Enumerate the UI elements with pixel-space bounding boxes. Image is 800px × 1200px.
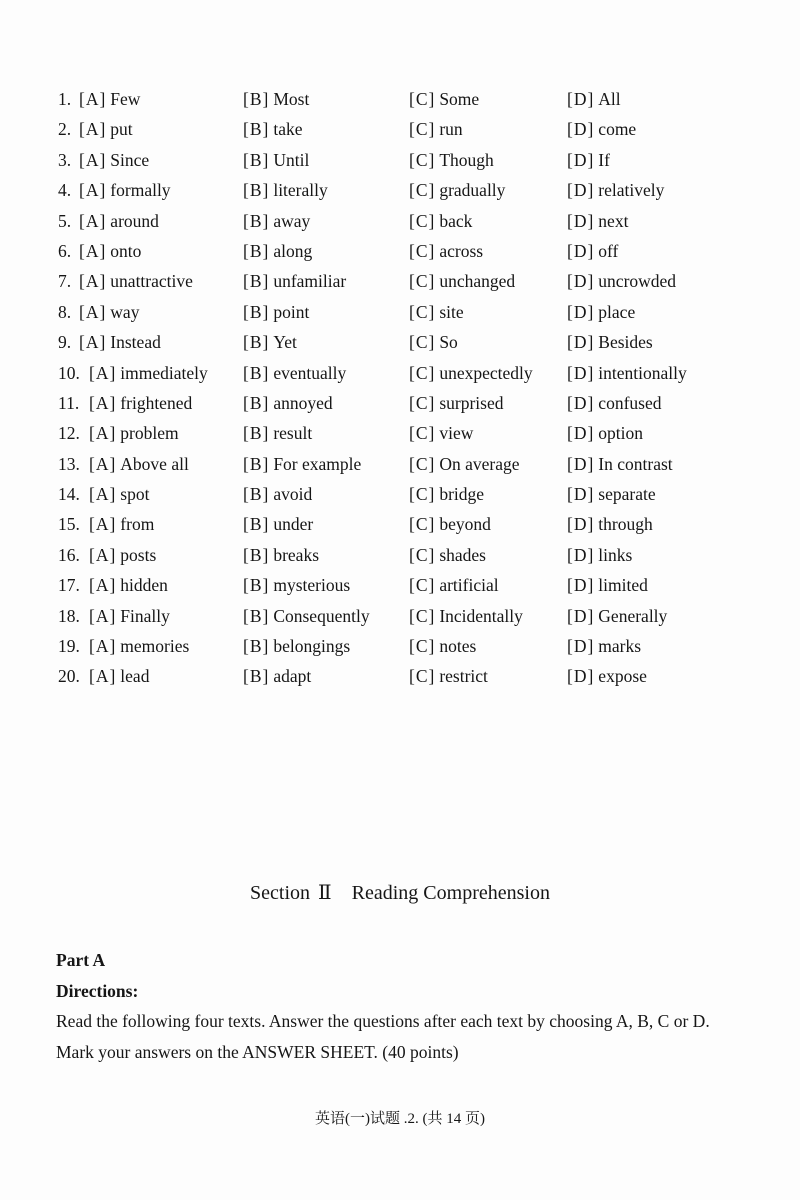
option-word: limited: [598, 575, 648, 596]
option-word: under: [273, 514, 314, 535]
option-word: run: [439, 119, 463, 140]
option-letter: [C]: [409, 484, 436, 505]
directions-label: Directions:: [56, 981, 139, 1001]
section-name: Reading Comprehension: [351, 882, 550, 904]
option-word: point: [273, 301, 310, 322]
section-title: [0, 880, 800, 905]
page-footer: 英语(一)试题 .2. (共 14 页): [315, 1111, 485, 1127]
option-letter: [B]: [243, 666, 270, 687]
question-number: 8.: [58, 301, 72, 322]
option-c: [409, 206, 472, 236]
option-word: formally: [110, 180, 171, 201]
option-letter: [D]: [567, 301, 595, 322]
question-number: 19.: [58, 636, 80, 657]
option-d: [567, 388, 661, 418]
option-word: artificial: [439, 575, 499, 596]
option-a: [89, 509, 154, 539]
option-letter: [C]: [409, 271, 436, 292]
option-letter: [C]: [409, 544, 436, 565]
option-a: [79, 145, 149, 175]
option-letter: [C]: [409, 636, 436, 657]
question-number: 18.: [58, 605, 80, 626]
option-word: relatively: [598, 180, 665, 201]
question-row: [0, 297, 800, 327]
question-row: [0, 479, 800, 509]
option-word: immediately: [120, 362, 208, 383]
option-b: [243, 114, 302, 144]
option-word: annoyed: [273, 392, 333, 413]
option-word: through: [598, 514, 653, 535]
question-number: 2.: [58, 119, 72, 140]
option-word: Besides: [598, 332, 653, 353]
option-letter: [A]: [79, 149, 107, 170]
option-word: breaks: [273, 544, 320, 565]
option-word: spot: [120, 484, 150, 505]
option-letter: [D]: [567, 605, 595, 626]
option-word: view: [439, 423, 474, 444]
option-letter: [D]: [567, 271, 595, 292]
option-word: In contrast: [598, 453, 673, 474]
option-letter: [C]: [409, 575, 436, 596]
option-d: [567, 661, 647, 691]
option-letter: [A]: [89, 453, 117, 474]
option-word: So: [439, 332, 458, 353]
option-word: unattractive: [110, 271, 193, 292]
question-number: 9.: [58, 332, 72, 353]
section-prefix: Section: [250, 882, 311, 904]
question-number: 7.: [58, 271, 72, 292]
option-a: [89, 601, 170, 631]
option-d: [567, 84, 621, 114]
option-letter: [B]: [243, 514, 270, 535]
option-word: posts: [120, 544, 157, 565]
option-a: [89, 449, 189, 479]
option-word: notes: [439, 636, 477, 657]
option-letter: [D]: [567, 149, 595, 170]
option-word: result: [273, 423, 313, 444]
option-letter: [C]: [409, 605, 436, 626]
option-letter: [C]: [409, 301, 436, 322]
question-number: 12.: [58, 423, 80, 444]
option-b: [243, 479, 312, 509]
option-d: [567, 509, 653, 539]
option-word: problem: [120, 423, 179, 444]
question-row: [0, 266, 800, 296]
option-letter: [A]: [79, 240, 107, 261]
question-row: [0, 84, 800, 114]
option-letter: [A]: [79, 301, 107, 322]
option-d: [567, 297, 635, 327]
option-word: Incidentally: [439, 605, 523, 626]
option-b: [243, 449, 361, 479]
option-c: [409, 479, 484, 509]
option-word: along: [273, 240, 313, 261]
options-list: [0, 84, 800, 692]
question-row: [0, 114, 800, 144]
option-word: Few: [110, 89, 141, 109]
option-b: [243, 570, 350, 600]
option-letter: [C]: [409, 332, 436, 353]
option-a: [89, 418, 179, 448]
option-letter: [B]: [243, 484, 270, 505]
option-letter: [A]: [89, 666, 117, 687]
option-c: [409, 236, 483, 266]
option-d: [567, 631, 641, 661]
question-number: 14.: [58, 484, 80, 505]
option-word: around: [110, 210, 159, 231]
question-row: [0, 327, 800, 357]
option-word: come: [598, 119, 637, 140]
option-a: [89, 570, 168, 600]
option-a: [79, 206, 159, 236]
option-word: back: [439, 210, 473, 231]
option-letter: [B]: [243, 180, 270, 201]
option-b: [243, 540, 319, 570]
option-word: adapt: [273, 666, 312, 687]
option-letter: [D]: [567, 89, 595, 109]
option-letter: [A]: [79, 180, 107, 201]
option-b: [243, 145, 309, 175]
option-letter: [C]: [409, 119, 436, 140]
option-letter: [B]: [243, 119, 270, 140]
option-a: [89, 631, 189, 661]
option-letter: [B]: [243, 575, 270, 596]
option-word: hidden: [120, 575, 168, 596]
option-c: [409, 327, 458, 357]
option-a: [89, 661, 149, 691]
option-letter: [D]: [567, 453, 595, 474]
question-row: [0, 388, 800, 418]
option-d: [567, 358, 687, 388]
option-b: [243, 327, 297, 357]
option-word: bridge: [439, 484, 485, 505]
option-word: shades: [439, 544, 486, 565]
option-letter: [D]: [567, 332, 595, 353]
option-letter: [C]: [409, 180, 436, 201]
option-letter: [B]: [243, 636, 270, 657]
option-letter: [A]: [89, 392, 117, 413]
option-word: from: [120, 514, 155, 535]
option-letter: [D]: [567, 362, 595, 383]
option-d: [567, 540, 632, 570]
option-letter: [B]: [243, 332, 270, 353]
option-word: All: [598, 89, 621, 109]
option-word: place: [598, 301, 636, 322]
option-letter: [C]: [409, 89, 436, 109]
option-letter: [D]: [567, 210, 595, 231]
option-letter: [C]: [409, 362, 436, 383]
option-letter: [B]: [243, 605, 270, 626]
option-word: uncrowded: [598, 271, 677, 292]
option-letter: [B]: [243, 149, 270, 170]
option-letter: [A]: [79, 332, 107, 353]
option-letter: [C]: [409, 514, 436, 535]
option-word: take: [273, 119, 303, 140]
option-b: [243, 661, 311, 691]
option-b: [243, 236, 312, 266]
option-letter: [A]: [79, 89, 107, 109]
option-a: [79, 175, 171, 205]
option-letter: [D]: [567, 240, 595, 261]
option-b: [243, 418, 312, 448]
question-number: 3.: [58, 149, 72, 170]
option-word: avoid: [273, 484, 313, 505]
option-word: unexpectedly: [439, 362, 533, 383]
question-row: [0, 358, 800, 388]
question-row: [0, 631, 800, 661]
option-word: unchanged: [439, 271, 516, 292]
option-letter: [D]: [567, 423, 595, 444]
option-word: memories: [120, 636, 190, 657]
option-word: way: [110, 301, 140, 322]
option-word: option: [598, 423, 644, 444]
option-b: [243, 297, 309, 327]
option-letter: [D]: [567, 392, 595, 413]
option-a: [89, 358, 208, 388]
question-number: 17.: [58, 575, 80, 596]
option-a: [79, 327, 161, 357]
option-a: [79, 297, 139, 327]
option-a: [89, 479, 149, 509]
option-d: [567, 418, 643, 448]
option-letter: [C]: [409, 423, 436, 444]
option-letter: [D]: [567, 180, 595, 201]
option-d: [567, 206, 628, 236]
option-word: eventually: [273, 362, 347, 383]
question-number: 15.: [58, 514, 80, 535]
option-b: [243, 601, 370, 631]
option-word: confused: [598, 392, 662, 413]
question-row: [0, 175, 800, 205]
option-letter: [D]: [567, 484, 595, 505]
question-row: [0, 449, 800, 479]
option-word: intentionally: [598, 362, 687, 383]
option-c: [409, 114, 463, 144]
option-word: For example: [273, 453, 362, 474]
option-b: [243, 175, 328, 205]
option-d: [567, 570, 648, 600]
question-row: [0, 661, 800, 691]
option-letter: [A]: [79, 119, 107, 140]
option-word: site: [439, 301, 464, 322]
option-letter: [A]: [89, 423, 117, 444]
question-row: [0, 601, 800, 631]
option-word: On average: [439, 453, 520, 474]
option-word: Instead: [110, 332, 161, 353]
option-letter: [A]: [89, 484, 117, 505]
option-word: If: [598, 149, 610, 170]
option-c: [409, 175, 505, 205]
option-a: [79, 84, 140, 114]
option-word: Finally: [120, 605, 170, 626]
option-letter: [A]: [89, 575, 117, 596]
option-word: literally: [273, 180, 328, 201]
option-word: Though: [439, 149, 494, 170]
option-d: [567, 145, 610, 175]
option-word: frightened: [120, 392, 193, 413]
option-b: [243, 266, 346, 296]
option-letter: [A]: [89, 636, 117, 657]
option-b: [243, 631, 350, 661]
option-a: [79, 114, 133, 144]
option-letter: [A]: [89, 362, 117, 383]
question-number: 5.: [58, 210, 72, 231]
option-d: [567, 479, 656, 509]
option-letter: [A]: [79, 210, 107, 231]
question-row: [0, 570, 800, 600]
option-c: [409, 388, 503, 418]
question-number: 4.: [58, 180, 72, 201]
option-word: Above all: [120, 453, 189, 474]
option-c: [409, 266, 515, 296]
option-letter: [A]: [79, 271, 107, 292]
option-letter: [D]: [567, 636, 595, 657]
question-row: [0, 418, 800, 448]
option-word: separate: [598, 484, 656, 505]
option-letter: [D]: [567, 575, 595, 596]
option-c: [409, 601, 523, 631]
option-word: links: [598, 544, 633, 565]
option-word: across: [439, 240, 484, 261]
option-word: away: [273, 210, 311, 231]
question-row: [0, 206, 800, 236]
option-b: [243, 509, 313, 539]
option-letter: [B]: [243, 362, 270, 383]
option-letter: [B]: [243, 301, 270, 322]
option-d: [567, 601, 667, 631]
question-row: [0, 540, 800, 570]
option-word: Generally: [598, 605, 668, 626]
option-letter: [D]: [567, 544, 595, 565]
option-word: Consequently: [273, 605, 370, 626]
question-number: 13.: [58, 453, 80, 474]
option-a: [89, 540, 156, 570]
option-b: [243, 206, 310, 236]
option-c: [409, 449, 520, 479]
option-letter: [C]: [409, 453, 436, 474]
option-a: [89, 388, 192, 418]
question-number: 11.: [58, 392, 80, 413]
option-b: [243, 358, 346, 388]
option-c: [409, 84, 479, 114]
option-letter: [B]: [243, 210, 270, 231]
option-letter: [D]: [567, 666, 595, 687]
option-letter: [C]: [409, 210, 436, 231]
option-c: [409, 418, 473, 448]
option-word: Most: [273, 89, 310, 109]
option-word: Yet: [273, 332, 297, 353]
part-heading: Part A: [56, 950, 106, 970]
option-letter: [D]: [567, 514, 595, 535]
option-word: gradually: [439, 180, 506, 201]
option-letter: [A]: [89, 514, 117, 535]
option-letter: [C]: [409, 149, 436, 170]
option-c: [409, 145, 494, 175]
question-number: 16.: [58, 544, 80, 565]
option-d: [567, 266, 676, 296]
option-letter: [B]: [243, 392, 270, 413]
option-word: unfamiliar: [273, 271, 347, 292]
option-letter: [B]: [243, 271, 270, 292]
option-word: beyond: [439, 514, 491, 535]
option-word: surprised: [439, 392, 504, 413]
option-word: Some: [439, 89, 480, 109]
option-word: belongings: [273, 636, 351, 657]
option-word: onto: [110, 240, 142, 261]
option-letter: [D]: [567, 119, 595, 140]
option-letter: [B]: [243, 544, 270, 565]
directions-text: Read the following four texts. Answer the questions after each text by choosing A, B, C or D. Mark your answers on the ANSWER SHEET. (40 points): [56, 1011, 710, 1062]
option-c: [409, 540, 486, 570]
option-word: off: [598, 240, 619, 261]
option-d: [567, 327, 653, 357]
option-letter: [B]: [243, 453, 270, 474]
option-word: next: [598, 210, 629, 231]
option-b: [243, 388, 333, 418]
option-word: restrict: [439, 666, 488, 687]
option-a: [79, 236, 141, 266]
question-row: [0, 509, 800, 539]
section-number: Ⅱ: [318, 882, 332, 904]
option-letter: [B]: [243, 423, 270, 444]
question-row: [0, 145, 800, 175]
question-number: 6.: [58, 240, 72, 261]
option-c: [409, 509, 491, 539]
option-c: [409, 297, 464, 327]
option-c: [409, 631, 476, 661]
question-number: 10.: [58, 362, 80, 383]
question-number: 1.: [58, 89, 72, 109]
option-word: marks: [598, 636, 642, 657]
option-c: [409, 661, 488, 691]
option-letter: [C]: [409, 240, 436, 261]
option-letter: [C]: [409, 666, 436, 687]
option-c: [409, 570, 499, 600]
option-word: expose: [598, 666, 647, 687]
option-letter: [A]: [89, 605, 117, 626]
option-letter: [B]: [243, 89, 270, 109]
option-word: mysterious: [273, 575, 351, 596]
question-row: [0, 236, 800, 266]
option-c: [409, 358, 533, 388]
option-word: lead: [120, 666, 150, 687]
option-word: Until: [273, 149, 310, 170]
option-d: [567, 175, 664, 205]
option-letter: [C]: [409, 392, 436, 413]
option-d: [567, 449, 673, 479]
option-word: put: [110, 119, 133, 140]
option-d: [567, 114, 636, 144]
option-b: [243, 84, 309, 114]
question-number: 20.: [58, 666, 80, 687]
option-d: [567, 236, 618, 266]
option-letter: [B]: [243, 240, 270, 261]
option-a: [79, 266, 193, 296]
option-letter: [A]: [89, 544, 117, 565]
option-word: Since: [110, 149, 150, 170]
